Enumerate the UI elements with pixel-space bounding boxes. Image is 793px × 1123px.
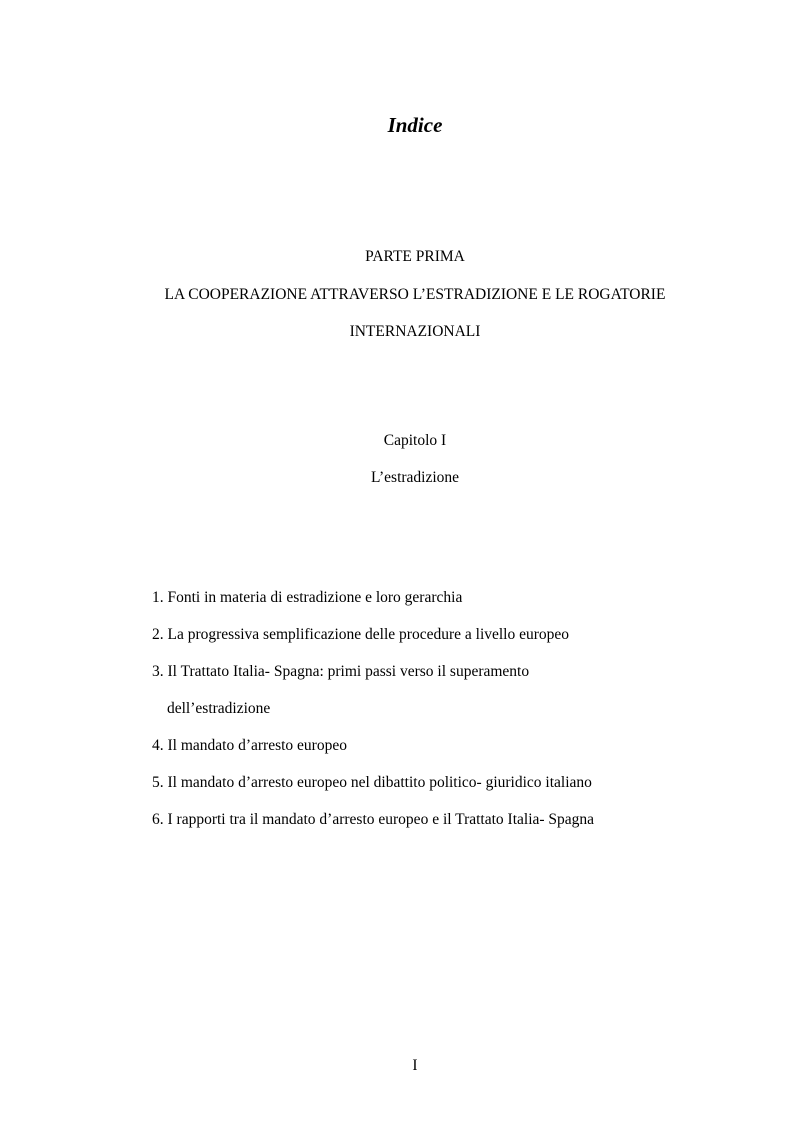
toc-entry-6: 6. I rapporti tra il mandato d’arresto europeo e il Trattato Italia- Spagna [152,811,595,828]
toc-entry-3: 3. Il Trattato Italia- Spagna: primi passi verso il superamento [152,663,530,680]
chapter-label: Capitolo I [383,432,447,449]
page-number: I [412,1057,418,1074]
toc-entry-4: 4. Il mandato d’arresto europeo [152,737,347,754]
toc-entry-1: 1. Fonti in materia di estradizione e loro gerarchia [152,589,463,606]
chapter-title: L’estradizione [370,469,460,486]
index-title: Indice [387,113,443,137]
part-label: PARTE PRIMA [365,248,465,265]
part-title-line-2: INTERNAZIONALI [349,323,481,340]
table-of-contents [152,579,752,838]
toc-entry-3-continuation: dell’estradizione [167,700,271,717]
toc-entry-5: 5. Il mandato d’arresto europeo nel dibattito politico- giuridico italiano [152,774,592,791]
toc-entry-2: 2. La progressiva semplificazione delle procedure a livello europeo [152,626,570,643]
part-title-line-1: LA COOPERAZIONE ATTRAVERSO L’ESTRADIZIONE E LE ROGATORIE [164,286,666,303]
